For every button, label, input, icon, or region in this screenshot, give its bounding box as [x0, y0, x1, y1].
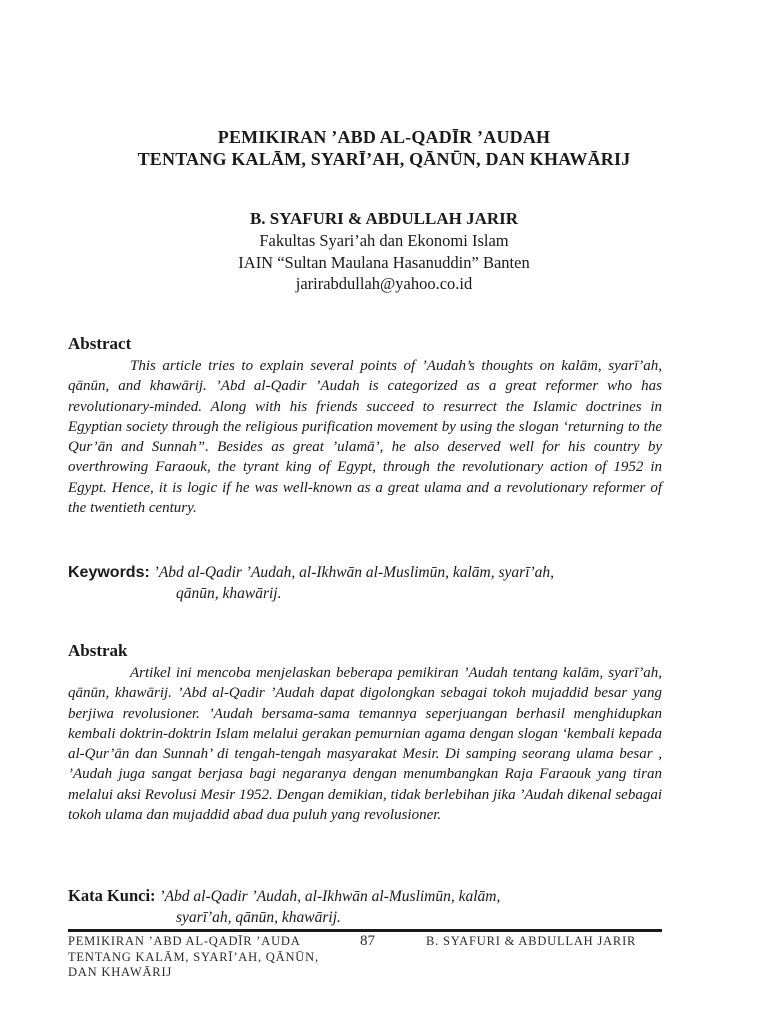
running-title-line-1: PEMIKIRAN ’ABD AL-QADĪR ’AUDA [68, 934, 301, 948]
keywords-label: Keywords: [68, 564, 150, 581]
kata-kunci-text-cont: syarī’ah, qānūn, khawārij. [176, 909, 341, 926]
affiliation-faculty: Fakultas Syari’ah dan Ekonomi Islam [259, 231, 509, 250]
running-title-line-2: TENTANG KALĀM, SYARĪ’AH, QĀNŪN, [68, 949, 319, 964]
abstrak-body: Artikel ini mencoba menjelaskan beberapa pemikiran ’Audah tentang kalām, syarī’ah, qānūn, khawārij. ’Abd al-Qadir ’Audah dapat digolongkan sebagai tokoh mujaddid besar yang berjiwa revolusioner. ’Audah bersama-sama temannya seperjuangan berhasil menghidupkan kembali doktrin-doktrin Islam melalui gerakan pemurnian agama dengan slogan ‘kembali kepada al-Qur’ān dan Sunnah’ di tengah-tengah masyarakat Mesir. Di samping seorang ulama besar , ’Audah juga sangat berjasa bagi negaranya dengan menumbangkan Raja Faraouk yang tiran melalui aksi Revolusi Mesir 1952. Dengan demikian, tidak berlebihan jika ’Audah dikenal sebagai tokoh ulama dan mujaddid abad dua puluh yang revolusioner. [68, 665, 662, 824]
abstract-heading: Abstract [68, 334, 132, 353]
kata-kunci-text: ’Abd al-Qadir ’Audah, al-Ikhwān al-Muslimūn, kalām, [159, 888, 501, 905]
running-title-line-3: DAN KHAWĀRIJ [68, 965, 173, 979]
keywords-text: ’Abd al-Qadir ’Audah, al-Ikhwān al-Muslimūn, kalām, syarī’ah, [153, 564, 555, 581]
footer-rule [68, 929, 662, 932]
abstrak-heading: Abstrak [68, 641, 128, 660]
kata-kunci-label: Kata Kunci: [68, 886, 156, 905]
title-line-2: TENTANG KALĀM, SYARĪ’AH, QĀNŪN, DAN KHAWĀRIJ [137, 149, 631, 169]
authors: B. SYAFURI & ABDULLAH JARIR [249, 209, 519, 228]
affiliation-institute: IAIN “Sultan Maulana Hasanuddin” Banten [238, 252, 530, 272]
running-authors: B. SYAFURI & ABDULLAH JARIR [426, 934, 637, 948]
running-title [68, 934, 368, 981]
keywords-text-cont: qānūn, khawārij. [176, 585, 282, 602]
paper-title [40, 126, 728, 170]
page-number: 87 [360, 933, 375, 949]
author-email: jarirabdullah@yahoo.co.id [295, 274, 473, 293]
abstract-body: This article tries to explain several points of ’Audah’s thoughts on kalām, syarī’ah, qānūn, and khawārij. ’Abd al-Qadir ’Audah is categorized as a great reformer who has revolutionary-minded. Along with his friends succeed to resurrect the Islamic doctrines in Egyptian society through the religious purification movement by using the slogan ‘returning to the Qur’ān and Sunnah”. Besides as great ’ulamā’, he also deserved well for his country by overthrowing Faraouk, the tyrant king of Egypt, through the revolutionary action of 1952 in Egypt. Hence, it is logic if he was well-known as a great ulama and a revolutionary reformer of the twentieth century. [68, 358, 662, 517]
affiliation [40, 230, 728, 295]
title-line-1: PEMIKIRAN ’ABD AL-QADĪR ’AUDAH [217, 127, 551, 147]
keywords-id [68, 885, 668, 928]
keywords-en [68, 562, 668, 604]
